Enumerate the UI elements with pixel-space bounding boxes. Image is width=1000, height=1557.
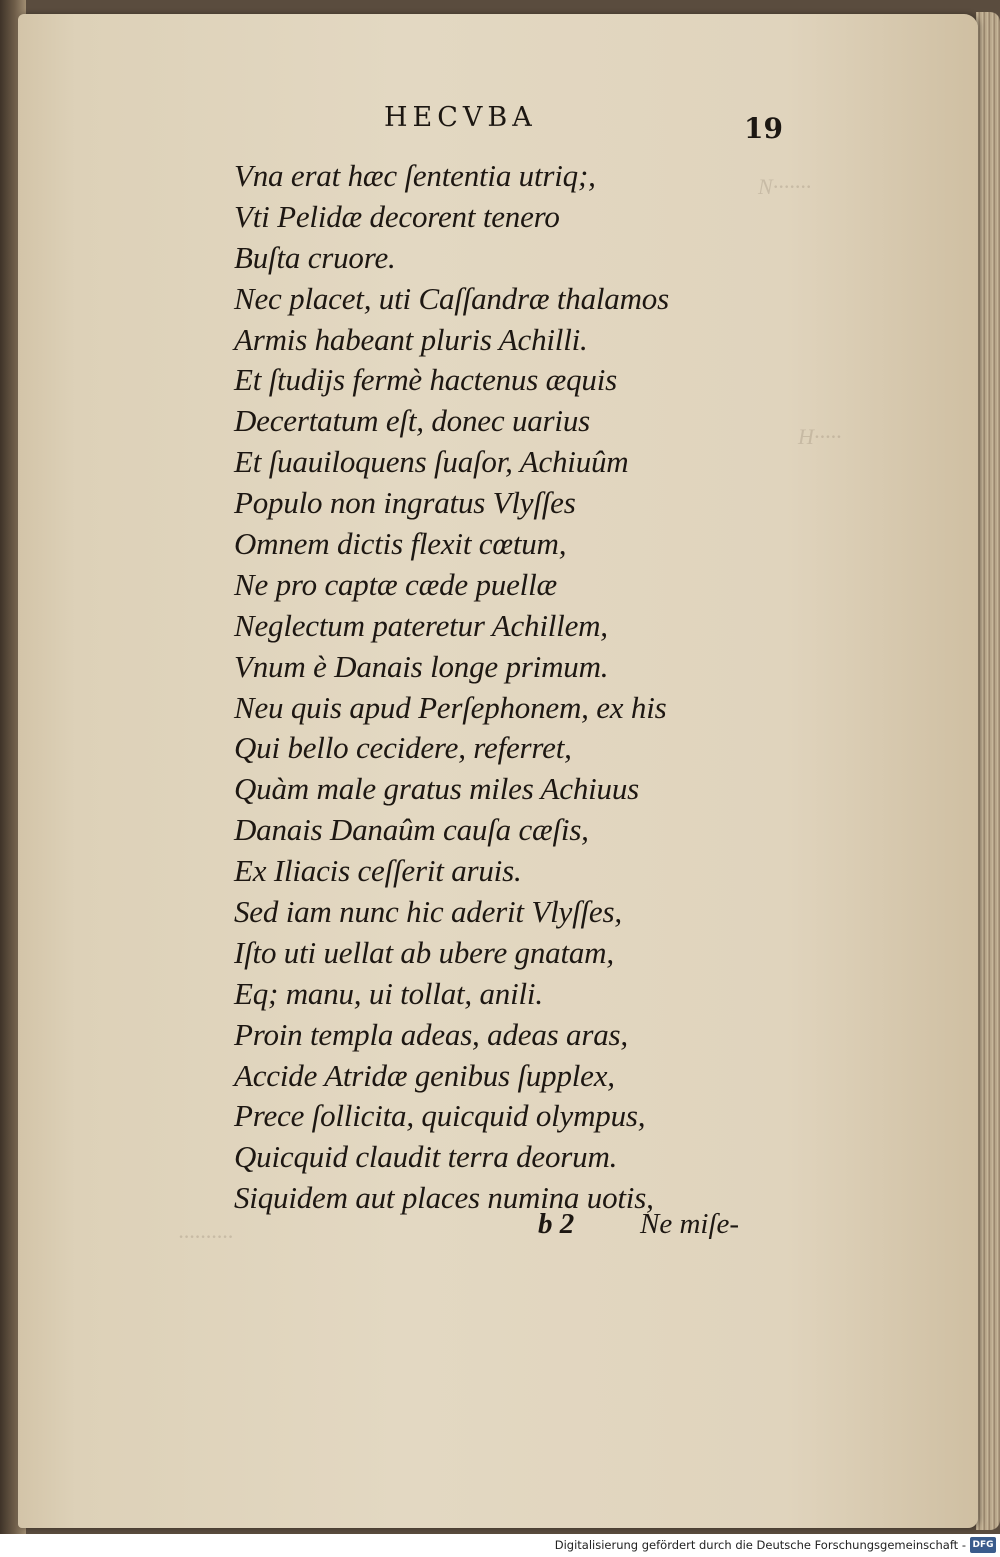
verse-line: Nec placet, uti Caſſandræ thalamos [234, 280, 669, 316]
verse-line: Populo non ingratus Vlyſſes [234, 485, 576, 521]
verse-line: Proin templa adeas, adeas aras, [234, 1016, 628, 1052]
page-stack-edge [976, 12, 1000, 1530]
verse-line: Ex Iliacis ceſſerit aruis. [234, 853, 522, 889]
verse-line: Quicquid claudit terra deorum. [234, 1139, 618, 1175]
verse-line: Sed iam nunc hic aderit Vlyſſes, [234, 894, 622, 930]
digitization-credit: Digitalisierung gefördert durch die Deutsche Forschungsgemeinschaft - [554, 1538, 966, 1552]
signature-mark: b 2 [538, 1208, 575, 1240]
verse-line: Et ſuauiloquens ſuaſor, Achiuûm [234, 444, 629, 480]
verse-line: Vnum è Danais longe primum. [234, 648, 609, 684]
verse-line: Vti Pelidæ decorent tenero [234, 198, 560, 234]
show-through-text: N······· [758, 174, 812, 199]
verse-line: Danais Danaûm cauſa cæſis, [234, 812, 589, 848]
show-through-text: H····· [798, 424, 842, 449]
verse-line: Neu quis apud Perſephonem, ex his [234, 689, 667, 725]
running-title: HECVBA [384, 102, 537, 133]
verse-line: Qui bello cecidere, referret, [234, 730, 572, 766]
verse-line: Siquidem aut places numina uotis, [234, 1180, 654, 1216]
verse-line: Iſto uti uellat ab ubere gnatam, [234, 934, 614, 970]
verse-line: Decertatum eſt, donec uarius [234, 403, 590, 439]
verse-line: Omnem dictis flexit cœtum, [234, 526, 567, 562]
verse-line: Eq; manu, ui tollat, anili. [234, 975, 543, 1011]
verse-line: Armis habeant pluris Achilli. [234, 321, 588, 357]
show-through-text: ·········· [178, 1224, 233, 1249]
verse-text [234, 156, 669, 1219]
verse-line: Quàm male gratus miles Achiuus [234, 771, 640, 807]
verse-line: Buſta cruore. [234, 239, 396, 275]
verse-line: Prece ſollicita, quicquid olympus, [234, 1098, 646, 1134]
verse-line: Accide Atridæ genibus ſupplex, [234, 1057, 615, 1093]
digitization-footer [0, 1534, 1000, 1557]
page-number: 19 [744, 112, 783, 145]
verse-line: Ne pro captæ cæde puellæ [234, 566, 557, 602]
verse-line: Vna erat hæc ſententia utriq;, [234, 158, 596, 193]
verse-line: Et ſtudijs fermè hactenus æquis [234, 362, 617, 398]
verse-line: Neglectum pateretur Achillem, [234, 607, 608, 643]
dfg-logo-icon: DFG [970, 1537, 996, 1553]
catchword: Ne miſe- [640, 1208, 740, 1240]
